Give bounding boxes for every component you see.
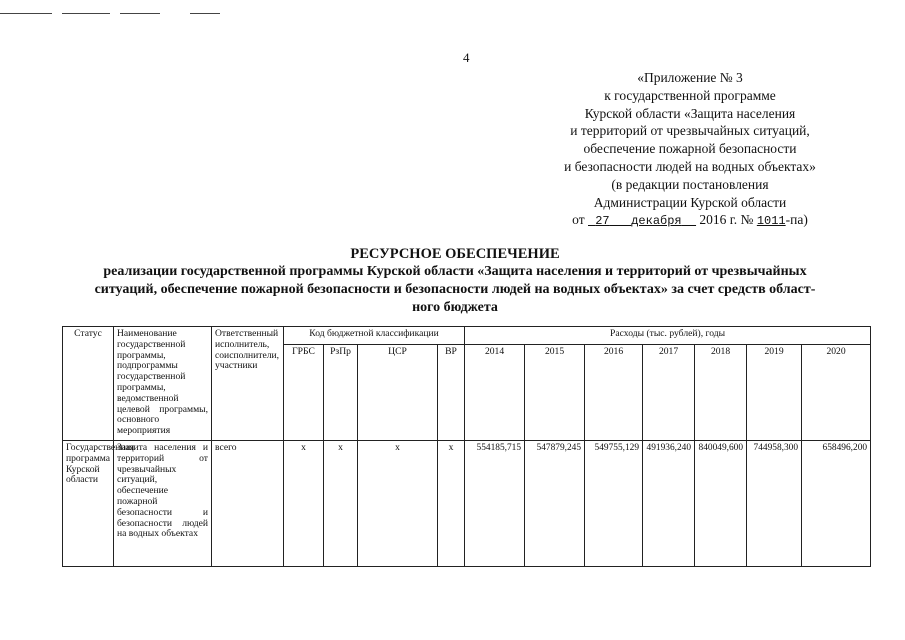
page-number: 4 <box>463 50 470 65</box>
cell-name: Защита населения и территорий от чрезвычайных ситуаций, обеспечение пожарной безопасности и безопасности людей на водных объектах <box>114 441 212 567</box>
appendix-line: «Приложение № 3 <box>637 70 743 85</box>
header-vr: ВР <box>438 345 465 441</box>
header-year: 2016 <box>585 345 643 441</box>
header-year: 2018 <box>695 345 747 441</box>
cell-value: 658496,200 <box>802 441 871 567</box>
cell-value: 547879,245 <box>525 441 585 567</box>
date-year: 2016 г. № <box>699 212 754 228</box>
cell-vr: х <box>438 441 465 567</box>
appendix-date-line <box>540 211 840 231</box>
appendix-line: к государственной программе <box>604 87 776 103</box>
cell-grbs: х <box>284 441 324 567</box>
appendix-line: Курской области «Защита населения <box>584 105 796 121</box>
appendix-line: и территорий от чрезвычайных ситуаций, <box>570 123 810 139</box>
appendix-line: и безопасности людей на водных объектах» <box>564 158 816 174</box>
cell-value: 840049,600 <box>695 441 747 567</box>
header-year: 2014 <box>465 345 525 441</box>
header-year: 2015 <box>525 345 585 441</box>
table-row <box>63 441 871 567</box>
header-year: 2019 <box>747 345 802 441</box>
title-line: ситуаций, обеспечение пожарной безопасности и безопасности людей на водных объектах» за счет средств област- <box>94 282 816 297</box>
title-line: ного бюджета <box>412 300 498 315</box>
decree-suffix: -па) <box>785 212 808 228</box>
cell-value: 554185,715 <box>465 441 525 567</box>
header-name: Наименование государственной программы, подпрограммы государственной программы, ведомственной целевой программы, основного мероприятия <box>114 327 212 441</box>
scan-top-marks <box>0 13 240 15</box>
header-expenses: Расходы (тыс. рублей), годы <box>465 327 871 345</box>
resource-table <box>62 326 871 567</box>
cell-responsible: всего <box>212 441 284 567</box>
header-responsible: Ответственный исполнитель, соисполнители, участники <box>212 327 284 441</box>
date-prefix: от <box>572 212 585 228</box>
appendix-block <box>540 69 840 231</box>
title-heading: РЕСУРСНОЕ ОБЕСПЕЧЕНИЕ <box>350 246 560 262</box>
title-line: реализации государственной программы Курской области «Защита населения и территорий от чрезвычайных <box>103 264 807 279</box>
header-csr: ЦСР <box>358 345 438 441</box>
header-rzpr: РзПр <box>324 345 358 441</box>
decree-number: 1011 <box>756 214 786 229</box>
cell-value: 491936,240 <box>643 441 695 567</box>
header-status: Статус <box>63 327 114 441</box>
appendix-line: Администрации Курской области <box>593 194 787 210</box>
cell-value: 744958,300 <box>747 441 802 567</box>
header-year: 2020 <box>802 345 871 441</box>
document-title <box>40 245 870 317</box>
cell-rzpr: х <box>324 441 358 567</box>
date-day: 27 декабря <box>595 214 682 229</box>
cell-csr: х <box>358 441 438 567</box>
appendix-line: обеспечение пожарной безопасности <box>583 141 797 157</box>
cell-value: 549755,129 <box>585 441 643 567</box>
header-year: 2017 <box>643 345 695 441</box>
header-row <box>63 327 871 345</box>
header-grbs: ГРБС <box>284 345 324 441</box>
cell-status: Государственная программа Курской области <box>63 441 114 567</box>
appendix-line: (в редакции постановления <box>611 176 769 192</box>
header-budget-code: Код бюджетной классификации <box>284 327 465 345</box>
